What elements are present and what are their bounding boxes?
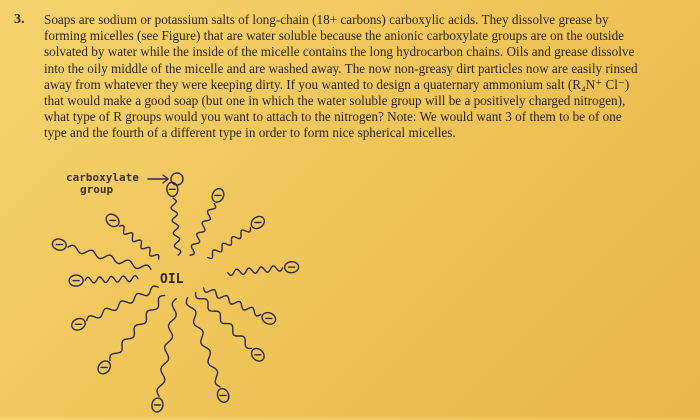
micelle-tails xyxy=(68,198,283,396)
hydrocarbon-tail xyxy=(196,293,252,349)
carboxylate-head xyxy=(171,173,183,185)
carboxylate-label: carboxylate xyxy=(66,171,139,184)
micelle-figure xyxy=(40,165,340,415)
group-label: group xyxy=(80,183,114,196)
question-line: what type of R groups would you want to attach to the nitrogen? Note: We would want 3 of them to be of one xyxy=(44,109,622,125)
pointer-arrow xyxy=(148,175,168,183)
question-line: that would make a good soap (but one in which the water soluble group will be a positively charged nitrogen), xyxy=(44,93,626,109)
question-line: away from whatever they were keeping dirty. If you wanted to design a quaternary ammonium salt (R₄N⁺ Cl⁻) xyxy=(44,76,630,92)
hydrocarbon-tail xyxy=(157,299,176,397)
question-line: Soaps are sodium or potassium salts of long-chain (18+ carbons) carboxylic acids. They dissolve grease by xyxy=(44,12,609,27)
question-line: into the oily middle of the micelle and are washed away. The now non-greasy dirt particles now are easily rinsed xyxy=(44,60,638,76)
hydrocarbon-tail xyxy=(87,286,159,320)
hydrocarbon-tail xyxy=(228,266,283,276)
micelle-drawing xyxy=(40,165,340,415)
hydrocarbon-tail xyxy=(68,245,151,269)
hydrocarbon-tail xyxy=(85,276,138,283)
hydrocarbon-tail xyxy=(190,204,216,256)
oil-label: OIL xyxy=(160,272,184,287)
hydrocarbon-tail xyxy=(208,228,251,259)
question-line: forming micelles (see Figure) that are water soluble because the anionic carboxylate groups are on the outside xyxy=(44,28,625,44)
question-text xyxy=(44,12,684,142)
question-number: 3. xyxy=(14,12,25,27)
question-line: type and the fourth of a different type in order to form nice spherical micelles. xyxy=(44,125,456,141)
hydrocarbon-tail xyxy=(120,226,159,260)
question-line: solvated by water while the inside of the micelle contains the long hydrocarbon chains. Oils and grease dissolve xyxy=(44,44,635,60)
hydrocarbon-tail xyxy=(171,198,181,255)
